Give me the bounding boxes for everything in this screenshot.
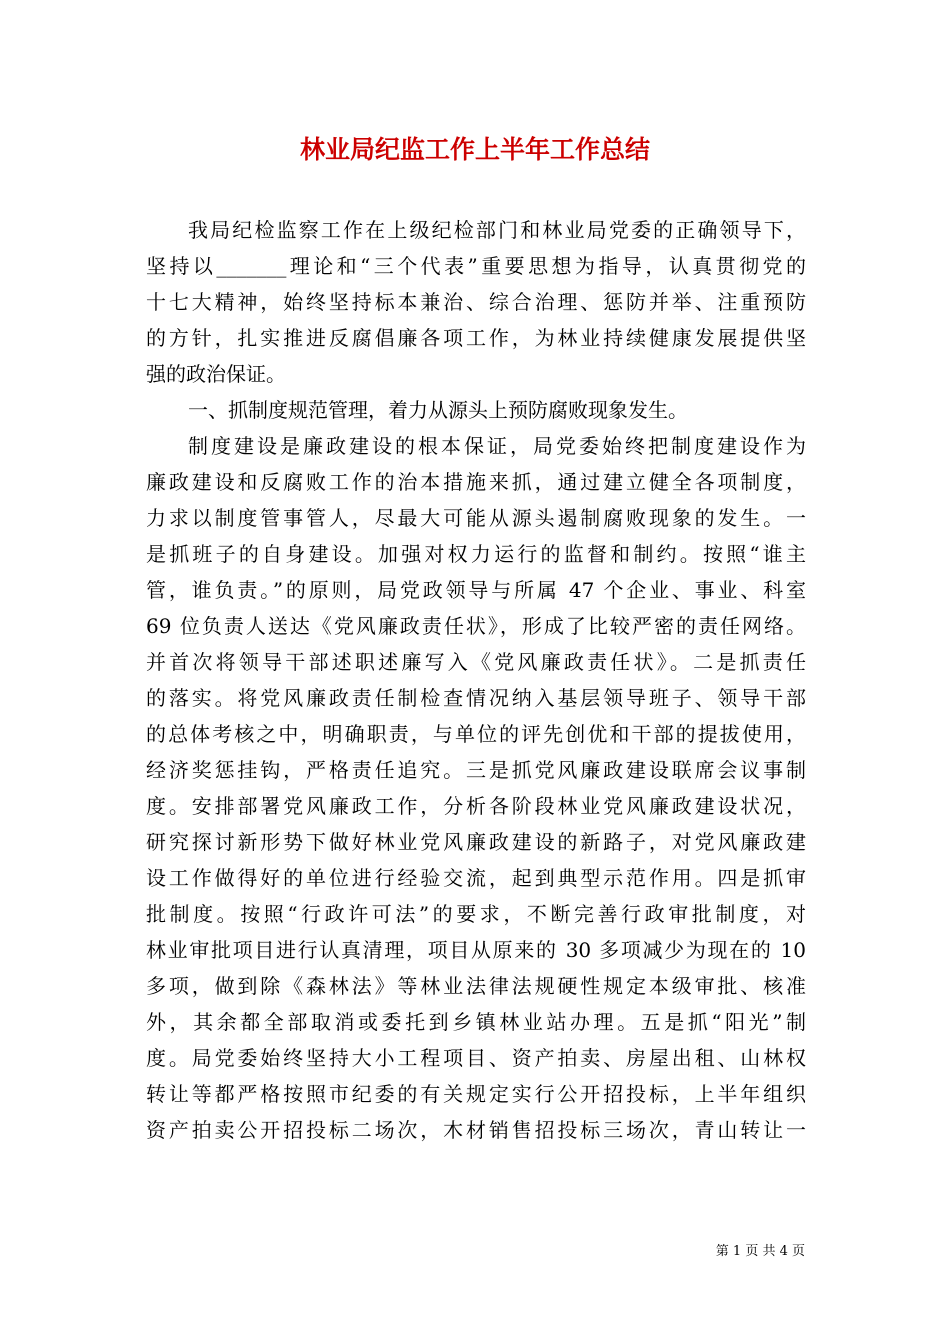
paragraph-line: 坚持以_______理论和“三个代表”重要思想为指导，认真贯彻党的 (146, 254, 806, 278)
page-number: 第 1 页 共 4 页 (715, 1244, 805, 1259)
paragraph-line: 研究探讨新形势下做好林业党风廉政建设的新路子，对党风廉政建 (146, 830, 806, 854)
paragraph-line: 批制度。按照“行政许可法”的要求，不断完善行政审批制度，对 (146, 902, 806, 926)
paragraph-line: 转让等都严格按照市纪委的有关规定实行公开招投标，上半年组织 (146, 1082, 806, 1106)
paragraph-line: 我局纪检监察工作在上级纪检部门和林业局党委的正确领导下， (188, 218, 806, 242)
document-title: 林业局纪监工作上半年工作总结 (299, 135, 650, 164)
paragraph-line: 度。安排部署党风廉政工作，分析各阶段林业党风廉政建设状况， (146, 794, 806, 818)
paragraph-line: 资产拍卖公开招投标二场次，木材销售招投标三场次，青山转让一 (146, 1118, 806, 1142)
paragraph-line: 的落实。将党风廉政责任制检查情况纳入基层领导班子、领导干部 (146, 686, 806, 710)
paragraph-line: 制度建设是廉政建设的根本保证，局党委始终把制度建设作为 (188, 434, 806, 458)
paragraph-line: 69 位负责人送达《党风廉政责任状》，形成了比较严密的责任网络。 (146, 614, 806, 638)
paragraph-line: 强的政治保证。 (146, 362, 286, 386)
paragraph-line: 的总体考核之中，明确职责，与单位的评先创优和干部的提拔使用， (146, 722, 806, 746)
paragraph-line: 是抓班子的自身建设。加强对权力运行的监督和制约。按照“谁主 (146, 542, 806, 566)
paragraph-line: 多项，做到除《森林法》等林业法律法规硬性规定本级审批、核准 (146, 974, 806, 998)
paragraph-line: 外，其余都全部取消或委托到乡镇林业站办理。五是抓“阳光”制 (146, 1010, 806, 1034)
paragraph-line: 林业审批项目进行认真清理，项目从原来的 30 多项减少为现在的 10 (146, 938, 806, 962)
section-heading: 一、抓制度规范管理，着力从源头上预防腐败现象发生。 (188, 398, 688, 422)
paragraph-line: 的方针，扎实推进反腐倡廉各项工作，为林业持续健康发展提供坚 (146, 326, 806, 350)
paragraph-line: 廉政建设和反腐败工作的治本措施来抓，通过建立健全各项制度， (146, 470, 806, 494)
paragraph-line: 经济奖惩挂钩，严格责任追究。三是抓党风廉政建设联席会议事制 (146, 758, 806, 782)
paragraph-line: 十七大精神，始终坚持标本兼治、综合治理、惩防并举、注重预防 (146, 290, 806, 314)
paragraph-line: 设工作做得好的单位进行经验交流，起到典型示范作用。四是抓审 (146, 866, 806, 890)
paragraph-line: 力求以制度管事管人，尽最大可能从源头遏制腐败现象的发生。一 (146, 506, 806, 530)
paragraph-line: 度。局党委始终坚持大小工程项目、资产拍卖、房屋出租、山林权 (146, 1046, 806, 1070)
paragraph-line: 管，谁负责。”的原则，局党政领导与所属 47 个企业、事业、科室 (146, 578, 806, 602)
paragraph-line: 并首次将领导干部述职述廉写入《党风廉政责任状》。二是抓责任 (146, 650, 806, 674)
